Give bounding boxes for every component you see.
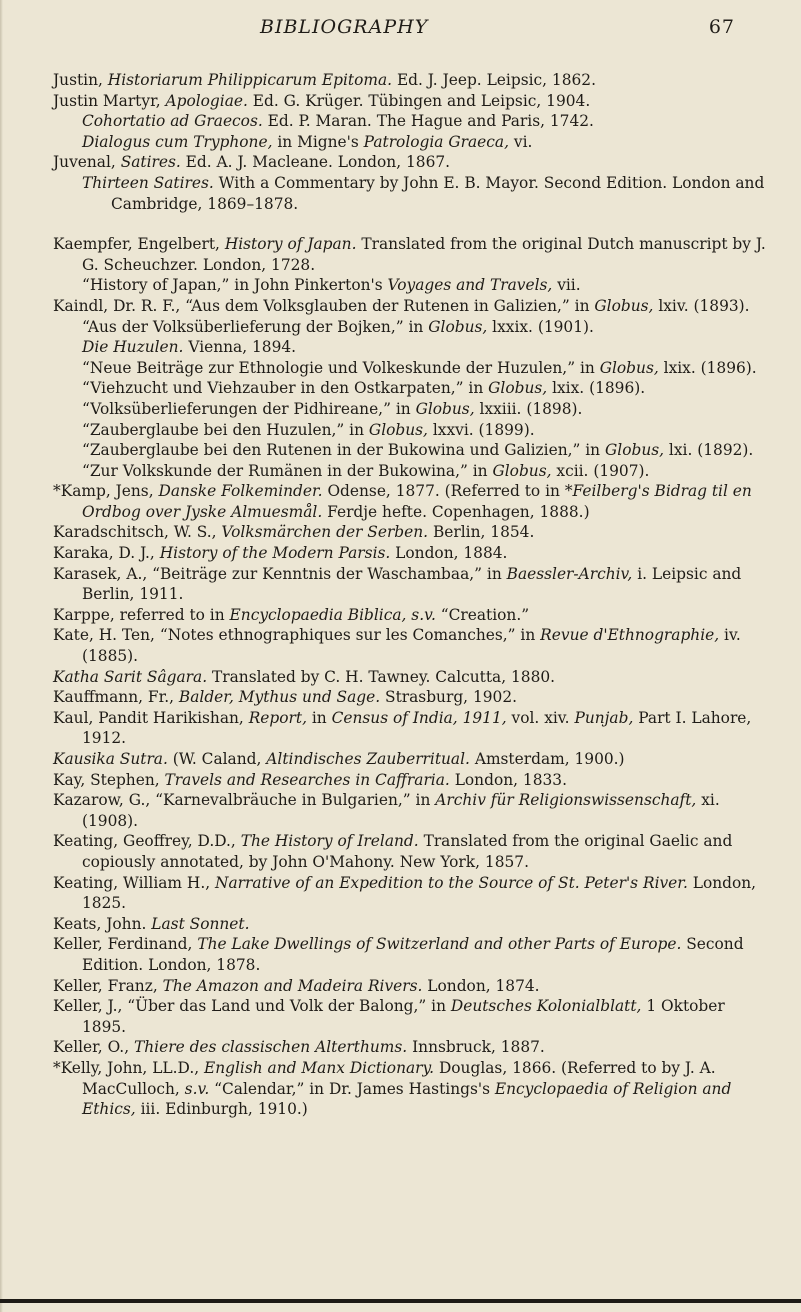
- entry-text: Keller, O.,: [53, 1038, 134, 1057]
- bibliography-entry: [53, 605, 773, 626]
- entry-title-italic: Apologiae.: [165, 91, 248, 110]
- entry-text: Part I. Lahore, 1912.: [82, 708, 752, 748]
- entry-text: With a Commentary by John E. B. Mayor. Second Edition. London and Cambridge, 1869–1878.: [111, 173, 765, 213]
- bibliography-entry: [53, 1037, 773, 1058]
- entry-text: lxi. (1892).: [664, 441, 754, 460]
- bibliography-entry: [53, 770, 773, 791]
- bibliography-entry: [53, 275, 773, 296]
- entry-text: Ed. J. Jeep. Leipsic, 1862.: [392, 71, 596, 89]
- entry-text: “History of Japan,” in John Pinkerton's: [82, 276, 388, 295]
- entry-text: Douglas, 1866. (Referred to by J. A. MacCulloch,: [82, 1058, 716, 1098]
- entry-text: Karasek, A., “Beiträge zur Kenntnis der Waschambaa,” in: [53, 564, 507, 583]
- entry-text: iv. (1885).: [82, 626, 741, 666]
- entry-text: Justin Martyr,: [53, 91, 166, 110]
- entry-text: Keller, J., “Über das Land und Volk der Balong,” in: [53, 997, 451, 1016]
- entry-text: Keating, William H.,: [53, 873, 216, 892]
- bibliography-entry: [53, 317, 773, 338]
- entry-text: lxxiii. (1898).: [474, 399, 583, 418]
- entry-text: Kazarow, G., “Karnevalbräuche in Bulgarien,” in: [53, 791, 436, 810]
- bibliography-entry: [53, 337, 773, 358]
- bibliography-entry: [53, 152, 773, 173]
- bibliography-entry: [53, 70, 773, 91]
- entry-text: Strasburg, 1902.: [380, 688, 518, 707]
- entry-text: Karadschitsch, W. S.,: [53, 523, 222, 542]
- entry-text: Berlin, 1854.: [428, 523, 535, 542]
- entry-text: London, 1874.: [422, 976, 540, 995]
- entry-title-italic: Thirteen Satires.: [82, 173, 214, 192]
- entry-title-italic: History of Japan.: [224, 235, 357, 254]
- entry-text: Juvenal,: [53, 153, 121, 172]
- entry-text: Odense, 1877. (Referred to in: [322, 482, 565, 501]
- entry-title-italic: Globus,: [428, 317, 488, 336]
- entry-text: Justin,: [53, 71, 108, 89]
- entry-text: lxxvi. (1899).: [427, 420, 535, 439]
- entry-text: *Kamp, Jens,: [53, 482, 159, 501]
- bibliography-entry: [53, 358, 773, 379]
- entry-text: lxix. (1896).: [547, 379, 646, 398]
- bibliography-entry: [53, 1058, 773, 1120]
- entry-title-italic: *Feilberg's Bidrag til en Ordbog over Jyske Almuesmål.: [82, 482, 752, 521]
- entry-text: “Neue Beiträge zur Ethnologie und Volkeskunde der Huzulen,” in: [82, 358, 600, 377]
- entry-text: “Zauberglaube bei den Rutenen in der Bukowina und Galizien,” in: [82, 441, 605, 460]
- entry-text: Keating, Geoffrey, D.D.,: [53, 832, 241, 851]
- entry-title-italic: The Lake Dwellings of Switzerland and other Parts of Europe.: [197, 935, 682, 954]
- entry-title-italic: Kausika Sutra.: [53, 750, 168, 768]
- entry-title-italic: Satires.: [120, 153, 181, 172]
- bibliography-entry: [53, 111, 773, 132]
- entry-title-italic: Punjab,: [574, 708, 634, 727]
- entry-text: London, 1825.: [82, 873, 757, 913]
- bibliography-entry: [53, 522, 773, 543]
- entry-text: Karaka, D. J.,: [53, 544, 160, 563]
- entry-text: vol. xiv.: [506, 708, 575, 727]
- bibliography-entry: [53, 420, 773, 441]
- entry-text: 1 Oktober 1895.: [82, 997, 725, 1036]
- entry-title-italic: s.v.: [184, 1079, 210, 1098]
- entry-text: Ed. G. Krüger. Tübingen and Leipsic, 1904.: [247, 91, 591, 110]
- bibliography-entry: [53, 749, 773, 770]
- entry-text: “Volksüberlieferungen der Pidhireane,” in: [82, 399, 416, 418]
- entry-text: Keller, Ferdinand,: [53, 935, 198, 954]
- entry-text: xcii. (1907).: [551, 461, 650, 480]
- entry-title-italic: Globus,: [594, 296, 654, 315]
- entry-text: Keller, Franz,: [53, 976, 163, 995]
- entry-text: xi. (1908).: [82, 791, 720, 830]
- running-header: [260, 14, 780, 46]
- bibliography-entry: [53, 91, 773, 112]
- entry-text: “Zauberglaube bei den Huzulen,” in: [82, 420, 369, 439]
- bibliography-entry: [53, 461, 773, 482]
- entry-title-italic: Deutsches Kolonialblatt,: [450, 997, 642, 1016]
- entry-text: lxix. (1896).: [658, 358, 757, 377]
- bibliography-entry: [53, 873, 773, 914]
- entry-text: lxiv. (1893).: [653, 296, 750, 315]
- entry-title-italic: Die Huzulen.: [82, 338, 184, 357]
- entry-text: “Zur Volkskunde der Rumänen in der Bukowina,” in: [82, 461, 493, 480]
- entry-title-italic: Balder, Mythus und Sage.: [178, 688, 381, 707]
- entry-title-italic: Globus,: [604, 441, 665, 460]
- entry-text: Kaindl, Dr. R. F., “Aus dem Volksglauben der Rutenen in Galizien,” in: [53, 296, 595, 315]
- entry-text: Kaul, Pandit Harikishan,: [53, 708, 249, 727]
- bibliography-entry: [53, 378, 773, 399]
- entry-title-italic: Archiv für Religionswissenschaft,: [435, 791, 697, 810]
- entry-text: Kay, Stephen,: [53, 770, 165, 789]
- bibliography-entry: [53, 234, 773, 275]
- entry-title-italic: Thiere des classischen Alterthums.: [134, 1038, 408, 1057]
- entry-title-italic: Revue d'Ethnographie,: [540, 626, 720, 645]
- bottom-rule: [0, 1299, 801, 1303]
- bibliography-entry: [53, 914, 773, 935]
- entry-text: Ferdje hefte. Copenhagen, 1888.): [322, 502, 590, 521]
- bibliography-entry: [53, 440, 773, 461]
- entry-text: Translated from the original Gaelic and copiously annotated, by John O'Mahony. New York, 1857.: [82, 832, 733, 871]
- entry-title-italic: Danske Folkeminder.: [158, 482, 323, 501]
- page-edge-shadow: [0, 0, 3, 1312]
- entry-title-italic: Volksmärchen der Serben.: [221, 523, 429, 542]
- bibliography-entry: [53, 543, 773, 564]
- entry-text: *Kelly, John, LL.D.,: [53, 1058, 205, 1077]
- entry-text: in: [306, 708, 332, 727]
- entry-title-italic: Altindisches Zauberritual.: [266, 750, 470, 768]
- bibliography-list: [53, 70, 773, 1120]
- entry-text: in Migne's: [272, 132, 364, 151]
- bibliography-entry: [53, 132, 773, 153]
- entry-text: “Aus der Volksüberlieferung der Bojken,” in: [82, 317, 429, 336]
- entry-title-italic: Census of India, 1911,: [331, 708, 507, 727]
- bibliography-entry: [53, 564, 773, 605]
- page-number: 67: [708, 16, 735, 38]
- entry-text: Vienna, 1894.: [183, 338, 297, 357]
- entry-title-italic: Narrative of an Expedition to the Source of St. Peter's River.: [215, 873, 688, 892]
- entry-text: London, 1884.: [390, 544, 508, 563]
- entry-text: “Creation.”: [435, 605, 530, 624]
- entry-title-italic: Globus,: [599, 358, 659, 377]
- bibliography-entry: [53, 996, 773, 1037]
- entry-title-italic: Report,: [248, 708, 307, 727]
- entry-title-italic: Globus,: [368, 420, 428, 439]
- bibliography-entry: [53, 481, 773, 522]
- entry-text: Amsterdam, 1900.): [469, 750, 625, 768]
- entry-title-italic: Cohortatio ad Graecos.: [82, 112, 263, 131]
- entry-title-italic: The History of Ireland.: [240, 832, 419, 851]
- entry-title-italic: Voyages and Travels,: [387, 276, 553, 295]
- entry-title-italic: Patrologia Graeca,: [363, 132, 509, 151]
- entry-title-italic: Globus,: [492, 461, 552, 480]
- entry-text: Second Edition. London, 1878.: [82, 935, 744, 974]
- bibliography-entry: [53, 687, 773, 708]
- entry-text: Innsbruck, 1887.: [407, 1038, 545, 1057]
- entry-text: lxxix. (1901).: [487, 317, 594, 336]
- entry-title-italic: Historiarum Philippicarum Epitoma.: [107, 71, 393, 89]
- bibliography-entry: [53, 708, 773, 749]
- entry-title-italic: History of the Modern Parsis.: [159, 544, 391, 563]
- entry-title-italic: Encyclopaedia of Religion and Ethics,: [82, 1079, 732, 1119]
- header-title: BIBLIOGRAPHY: [260, 16, 429, 38]
- entry-title-italic: Travels and Researches in Caffraria.: [164, 770, 450, 789]
- entry-text: Kaempfer, Engelbert,: [53, 235, 225, 254]
- entry-text: Ed. P. Maran. The Hague and Paris, 1742.: [262, 112, 594, 131]
- entry-text: “Viehzucht und Viehzauber in den Ostkarpaten,” in: [82, 379, 489, 398]
- entry-text: iii. Edinburgh, 1910.): [135, 1100, 308, 1119]
- entry-text: “Calendar,” in Dr. James Hastings's: [209, 1079, 495, 1098]
- entry-text: vii.: [552, 276, 581, 295]
- bibliography-entry: [53, 667, 773, 688]
- entry-title-italic: Katha Sarit Sâgara.: [53, 667, 208, 686]
- entry-text: Kate, H. Ten, “Notes ethnographiques sur les Comanches,” in: [53, 626, 541, 645]
- bibliography-entry: [53, 173, 773, 214]
- bibliography-entry: [53, 296, 773, 317]
- entry-text: i. Leipsic and Berlin, 1911.: [82, 564, 742, 604]
- entry-title-italic: Globus,: [415, 399, 475, 418]
- entry-text: vi.: [508, 132, 533, 151]
- entry-text: Translated from the original Dutch manuscript by J. G. Scheuchzer. London, 1728.: [82, 235, 766, 274]
- entry-text: Karppe, referred to in: [53, 605, 230, 624]
- entry-title-italic: Encyclopaedia Biblica, s.v.: [229, 605, 436, 624]
- bibliography-entry: [53, 790, 773, 831]
- bibliography-entry: [53, 934, 773, 975]
- entry-text: London, 1833.: [449, 770, 567, 789]
- entry-title-italic: The Amazon and Madeira Rivers.: [162, 976, 423, 995]
- entry-title-italic: Dialogus cum Tryphone,: [82, 132, 273, 151]
- entry-text: (W. Caland,: [167, 750, 267, 768]
- entry-title-italic: Globus,: [488, 379, 548, 398]
- bibliography-entry: [53, 399, 773, 420]
- entry-text: Kauffmann, Fr.,: [53, 688, 179, 707]
- entry-title-italic: Last Sonnet.: [151, 914, 250, 933]
- bibliography-entry: [53, 831, 773, 872]
- entry-title-italic: Baessler-Archiv,: [506, 564, 633, 583]
- bibliography-entry: [53, 625, 773, 666]
- entry-title-italic: English and Manx Dictionary.: [204, 1058, 435, 1077]
- entry-text: Ed. A. J. Macleane. London, 1867.: [180, 153, 451, 172]
- bibliography-entry: [53, 976, 773, 997]
- entry-text: Keats, John.: [53, 914, 152, 933]
- entry-text: Translated by C. H. Tawney. Calcutta, 1880.: [207, 667, 556, 686]
